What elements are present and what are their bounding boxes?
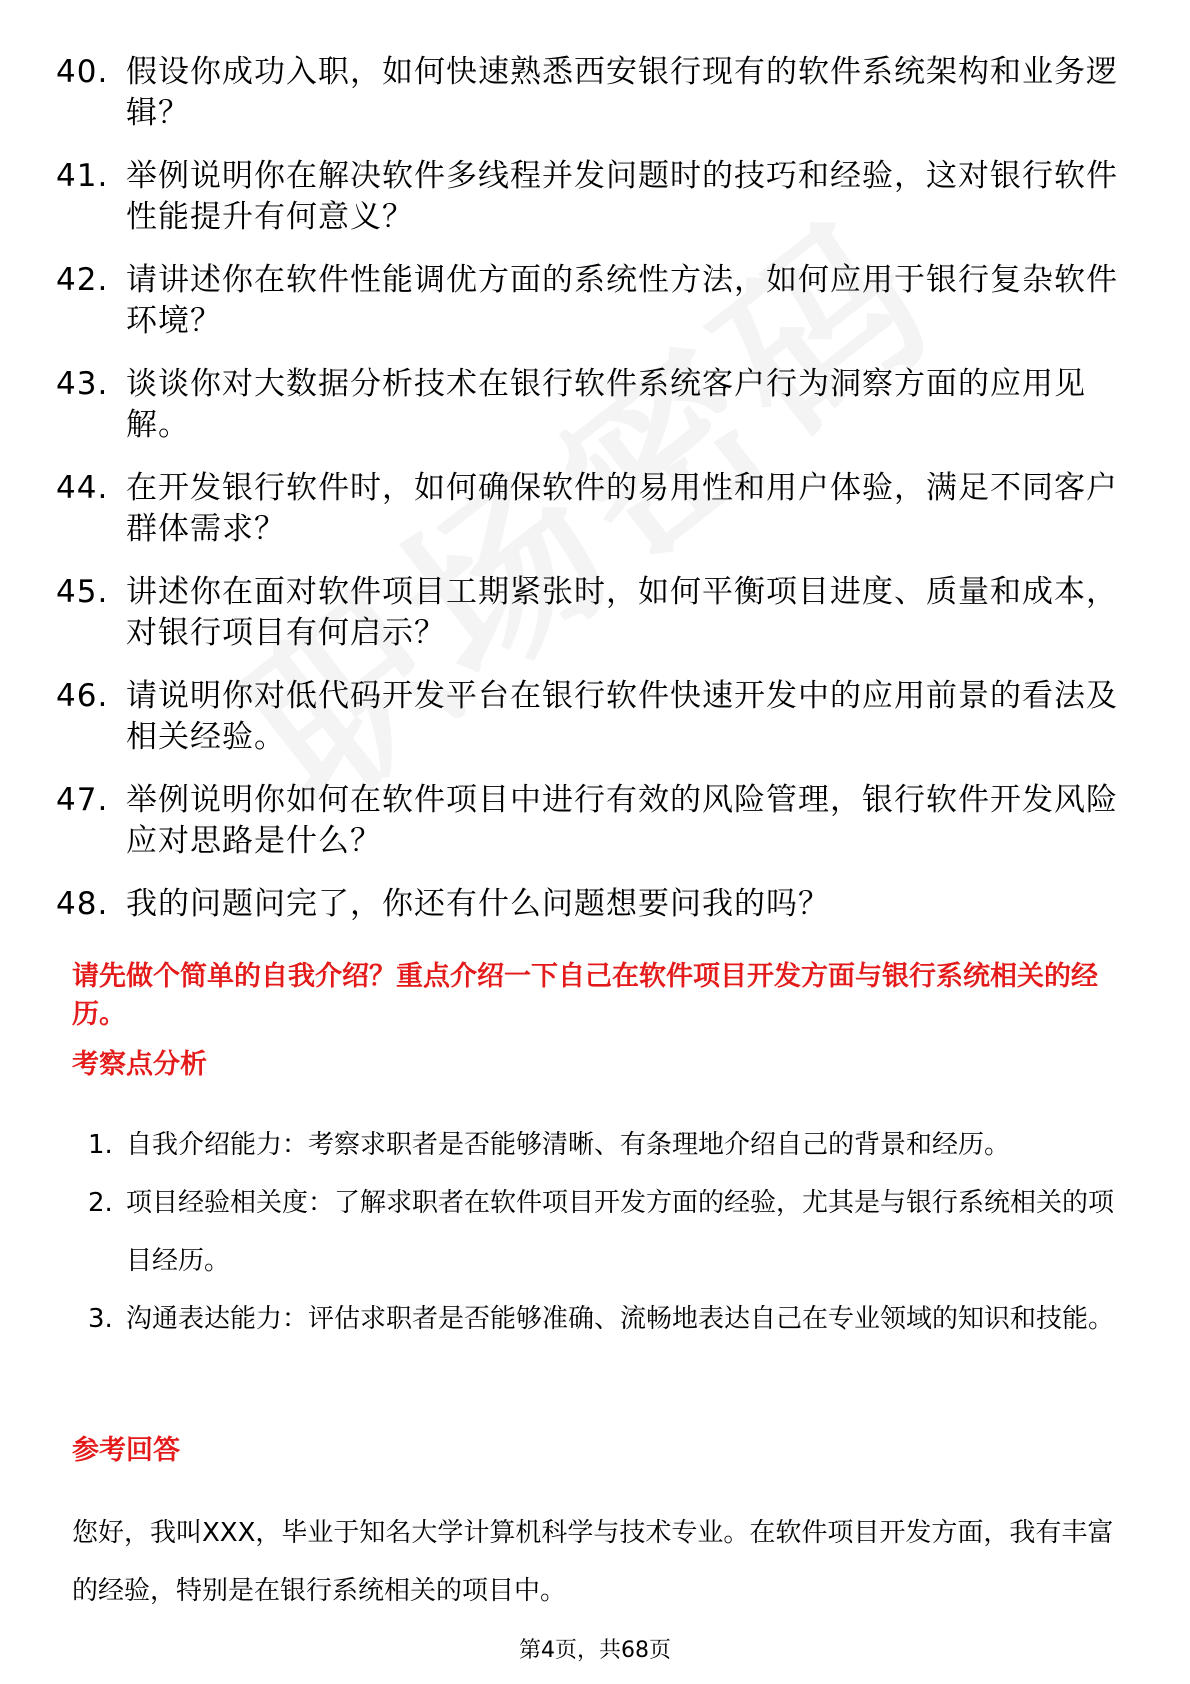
analysis-number: 1. — [88, 1130, 113, 1160]
analysis-heading: 考察点分析 — [72, 1049, 207, 1080]
analysis-number: 3. — [88, 1304, 113, 1334]
question-number: 40. — [56, 54, 109, 90]
question-text: 谈谈你对大数据分析技术在银行软件系统客户行为洞察方面的应用见解。 — [126, 366, 1086, 443]
question-number: 41. — [56, 158, 109, 194]
analysis-list — [72, 1116, 1122, 1348]
question-item — [56, 676, 1126, 758]
analysis-item — [72, 1116, 1122, 1174]
analysis-text: 沟通表达能力：评估求职者是否能够准确、流畅地表达自己在专业领域的知识和技能。 — [126, 1304, 1115, 1334]
answer-paragraph: 您好，我叫XXX，毕业于知名大学计算机科学与技术专业。在软件项目开发方面，我有丰富的经验，特别是在银行系统相关的项目中。 — [72, 1518, 1114, 1606]
question-text: 举例说明你在解决软件多线程并发问题时的技巧和经验，这对银行软件性能提升有何意义？ — [126, 158, 1118, 235]
question-item — [56, 260, 1126, 342]
analysis-text: 项目经验相关度：了解求职者在软件项目开发方面的经验，尤其是与银行系统相关的项目经历。 — [126, 1188, 1115, 1276]
question-number: 42. — [56, 262, 109, 298]
analysis-item — [72, 1174, 1122, 1290]
analysis-number: 2. — [88, 1188, 113, 1218]
section-question-heading: 请先做个简单的自我介绍？重点介绍一下自己在软件项目开发方面与银行系统相关的经历。 — [72, 961, 1098, 1030]
question-item — [56, 364, 1126, 446]
question-item — [56, 156, 1126, 238]
question-item — [56, 780, 1126, 862]
question-text: 假设你成功入职，如何快速熟悉西安银行现有的软件系统架构和业务逻辑？ — [126, 54, 1118, 131]
question-text: 在开发银行软件时，如何确保软件的易用性和用户体验，满足不同客户群体需求？ — [126, 470, 1118, 547]
analysis-item — [72, 1290, 1122, 1348]
question-list — [56, 52, 1126, 947]
question-item — [56, 884, 1126, 925]
question-number: 48. — [56, 886, 109, 922]
question-number: 47. — [56, 782, 109, 818]
question-number: 44. — [56, 470, 109, 506]
question-text: 举例说明你如何在软件项目中进行有效的风险管理，银行软件开发风险应对思路是什么？ — [126, 782, 1118, 859]
question-item — [56, 468, 1126, 550]
question-item — [56, 572, 1126, 654]
question-text: 我的问题问完了，你还有什么问题想要问我的吗？ — [126, 886, 830, 922]
answer-heading: 参考回答 — [72, 1435, 180, 1466]
page-footer: 第4页，共68页 — [519, 1638, 671, 1663]
analysis-text: 自我介绍能力：考察求职者是否能够清晰、有条理地介绍自己的背景和经历。 — [126, 1130, 1011, 1160]
question-text: 讲述你在面对软件项目工期紧张时，如何平衡项目进度、质量和成本，对银行项目有何启示？ — [126, 574, 1118, 651]
question-text: 请说明你对低代码开发平台在银行软件快速开发中的应用前景的看法及相关经验。 — [126, 678, 1118, 755]
question-text: 请讲述你在软件性能调优方面的系统性方法，如何应用于银行复杂软件环境？ — [126, 262, 1118, 339]
question-item — [56, 52, 1126, 134]
question-number: 46. — [56, 678, 109, 714]
question-number: 45. — [56, 574, 109, 610]
question-number: 43. — [56, 366, 109, 402]
